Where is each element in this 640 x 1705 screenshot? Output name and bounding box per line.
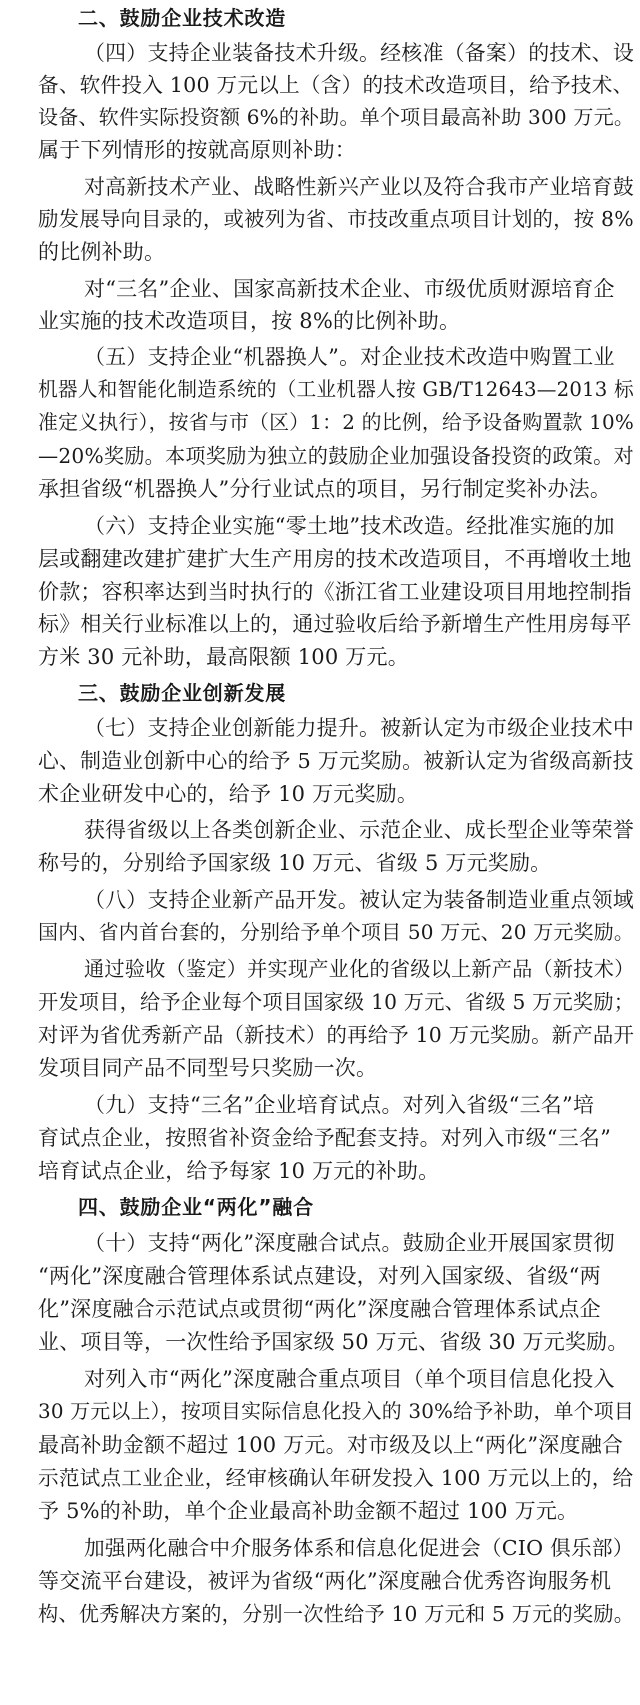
paragraph-line: 30 万元以上），按项目实际信息化投入的 30%给予补助，单个项目 — [38, 1400, 634, 1423]
paragraph-line: （九）支持“三名”企业培育试点。对列入省级“三名”培 — [84, 1093, 595, 1117]
paragraph-line: 设备、软件实际投资额 6%的补助。单个项目最高补助 300 万元。 — [38, 105, 635, 129]
paragraph-line: 对评为省优秀新产品（新技术）的再给予 10 万元奖励。新产品开 — [38, 1023, 635, 1047]
paragraph-line: —20%奖励。本项奖励为独立的鼓励企业加强设备投资的政策。对 — [38, 444, 634, 468]
paragraph-line: 发项目同产品不同型号只奖励一次。 — [38, 1056, 378, 1080]
paragraph-line: 励发展导向目录的，或被列为省、市技改重点项目计划的，按 8% — [38, 207, 634, 231]
paragraph-line: （四）支持企业装备技术升级。经核准（备案）的技术、设 — [84, 41, 634, 65]
paragraph-line: 的比例补助。 — [38, 240, 166, 264]
paragraph-line: 对列入市“两化”深度融合重点项目（单个项目信息化投入 — [84, 1367, 615, 1391]
paragraph-line: 承担省级“机器换人”分行业试点的项目，另行制定奖补办法。 — [38, 477, 612, 501]
paragraph-line: 标》相关行业标准以上的，通过验收后给予新增生产性用房每平 — [38, 612, 632, 636]
paragraph-line: 备、软件投入 100 万元以上（含）的技术改造项目，给予技术、 — [38, 73, 634, 97]
paragraph-line: 业、项目等，一次性给予国家级 50 万元、省级 30 万元奖励。 — [38, 1330, 629, 1354]
paragraph-line: （七）支持企业创新能力提升。被新认定为市级企业技术中 — [84, 716, 634, 740]
paragraph-line: 加强两化融合中介服务体系和信息化促进会（CIO 俱乐部） — [84, 1536, 634, 1560]
paragraph-line: 对“三名”企业、国家高新技术企业、市级优质财源培育企 — [84, 277, 615, 301]
paragraph-line: 业实施的技术改造项目，按 8%的比例补助。 — [38, 309, 461, 333]
paragraph-line: （六）支持企业实施“零土地”技术改造。经批准实施的加 — [84, 514, 615, 538]
paragraph-line: 获得省级以上各类创新企业、示范企业、成长型企业等荣誉 — [84, 818, 634, 842]
paragraph-line: 予 5%的补助，单个企业最高补助金额不超过 100 万元。 — [38, 1499, 579, 1523]
paragraph-line: 培育试点企业，给予每家 10 万元的补助。 — [38, 1159, 440, 1183]
paragraph-line: 对高新技术产业、战略性新兴产业以及符合我市产业培育鼓 — [84, 175, 634, 199]
paragraph-line: （八）支持企业新产品开发。被认定为装备制造业重点领域 — [84, 888, 634, 912]
paragraph-line: 通过验收（鉴定）并实现产业化的省级以上新产品（新技术） — [84, 957, 635, 981]
section-heading-4: 四、鼓励企业“两化”融合 — [78, 1195, 314, 1219]
paragraph-line: 化”深度融合示范试点或贯彻“两化”深度融合管理体系试点企 — [38, 1297, 601, 1321]
paragraph-line: 示范试点工业企业，经审核确认年研发投入 100 万元以上的，给 — [38, 1466, 634, 1490]
paragraph-line: 属于下列情形的按就高原则补助： — [38, 138, 356, 162]
paragraph-line: （五）支持企业“机器换人”。对企业技术改造中购置工业 — [84, 345, 615, 369]
section-heading-2: 二、鼓励企业技术改造 — [78, 6, 286, 30]
paragraph-line: 构、优秀解决方案的，分别一次性给予 10 万元和 5 万元的奖励。 — [38, 1602, 635, 1626]
paragraph-line: 最高补助金额不超过 100 万元。对市级及以上“两化”深度融合 — [38, 1433, 624, 1457]
paragraph-line: 机器人和智能化制造系统的（工业机器人按 GB/T12643—2013 标 — [38, 378, 634, 401]
paragraph-line: 育试点企业，按照省补资金给予配套支持。对列入市级“三名” — [38, 1126, 612, 1150]
paragraph-line: 术企业研发中心的，给予 10 万元奖励。 — [38, 782, 419, 806]
paragraph-line: 称号的，分别给予国家级 10 万元、省级 5 万元奖励。 — [38, 851, 552, 875]
paragraph-line: “两化”深度融合管理体系试点建设，对列入国家级、省级“两 — [38, 1264, 601, 1288]
paragraph-line: 开发项目，给予企业每个项目国家级 10 万元、省级 5 万元奖励； — [38, 990, 635, 1014]
paragraph-line: （十）支持“两化”深度融合试点。鼓励企业开展国家贯彻 — [84, 1231, 615, 1255]
paragraph-line: 国内、省内首台套的，分别给予单个项目 50 万元、20 万元奖励。 — [38, 920, 635, 944]
paragraph-line: 方米 30 元补助，最高限额 100 万元。 — [38, 645, 409, 669]
paragraph-line: 心、制造业创新中心的给予 5 万元奖励。被新认定为省级高新技 — [38, 749, 634, 773]
paragraph-line: 价款；容积率达到当时执行的《浙江省工业建设项目用地控制指 — [38, 580, 632, 604]
paragraph-line: 准定义执行），按省与市（区）1：2 的比例，给予设备购置款 10% — [38, 411, 634, 434]
paragraph-line: 等交流平台建设，被评为省级“两化”深度融合优秀咨询服务机 — [38, 1569, 612, 1593]
paragraph-line: 层或翻建改建扩建扩大生产用房的技术改造项目，不再增收土地 — [38, 547, 632, 571]
section-heading-3: 三、鼓励企业创新发展 — [78, 681, 286, 705]
